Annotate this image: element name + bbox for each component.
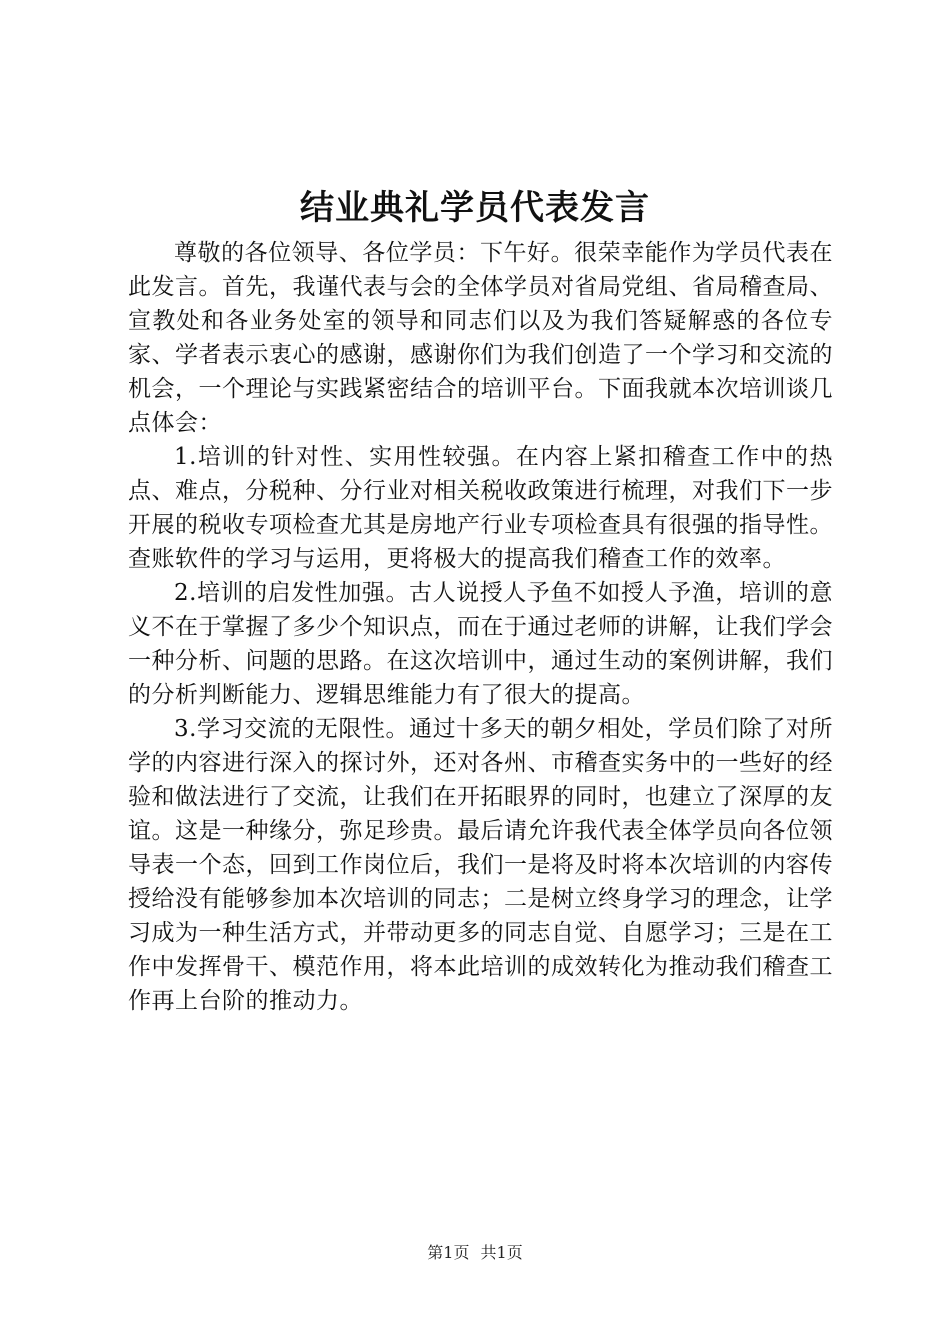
page-total: 共1页 [480, 1243, 523, 1262]
document-title: 结业典礼学员代表发言 [300, 188, 650, 228]
paragraph-point-2: 2.培训的启发性加强。古人说授人予鱼不如授人予渔，培训的意义不在于掌握了多少个知识点，而在于通过老师的讲解，让我们学会一种分析、问题的思路。在这次培训中，通过生动的案例讲解，我们的分析判断能力、逻辑思维能力有了很大的提高。 [128, 580, 833, 708]
paragraph-point-1: 1.培训的针对性、实用性较强。在内容上紧扣稽查工作中的热点、难点，分税种、分行业对相关税收政策进行梳理，对我们下一步开展的税收专项检查尤其是房地产行业专项检查具有很强的指导性。查账软件的学习与运用，更将极大的提高我们稽查工作的效率。 [128, 444, 833, 572]
page-footer [0, 1243, 950, 1263]
paragraph-point-3: 3.学习交流的无限性。通过十多天的朝夕相处，学员们除了对所学的内容进行深入的探讨外，还对各州、市稽查实务中的一些好的经验和做法进行了交流，让我们在开拓眼界的同时，也建立了深厚的友谊。这是一种缘分，弥足珍贵。最后请允许我代表全体学员向各位领导表一个态，回到工作岗位后，我们一是将及时将本次培训的内容传授给没有能够参加本次培训的同志；二是树立终身学习的理念，让学习成为一种生活方式，并带动更多的同志自觉、自愿学习；三是在工作中发挥骨干、模范作用，将本此培训的成效转化为推动我们稽查工作再上台阶的推动力。 [128, 716, 833, 1014]
paragraph-greeting: 尊敬的各位领导、各位学员：下午好。很荣幸能作为学员代表在此发言。首先，我谨代表与会的全体学员对省局党组、省局稽查局、宣教处和各业务处室的领导和同志们以及为我们答疑解惑的各位专家、学者表示衷心的感谢，感谢你们为我们创造了一个学习和交流的机会，一个理论与实践紧密结合的培训平台。下面我就本次培训谈几点体会： [128, 240, 833, 436]
document-body [128, 236, 833, 1018]
page-number: 第1页 [427, 1243, 470, 1262]
